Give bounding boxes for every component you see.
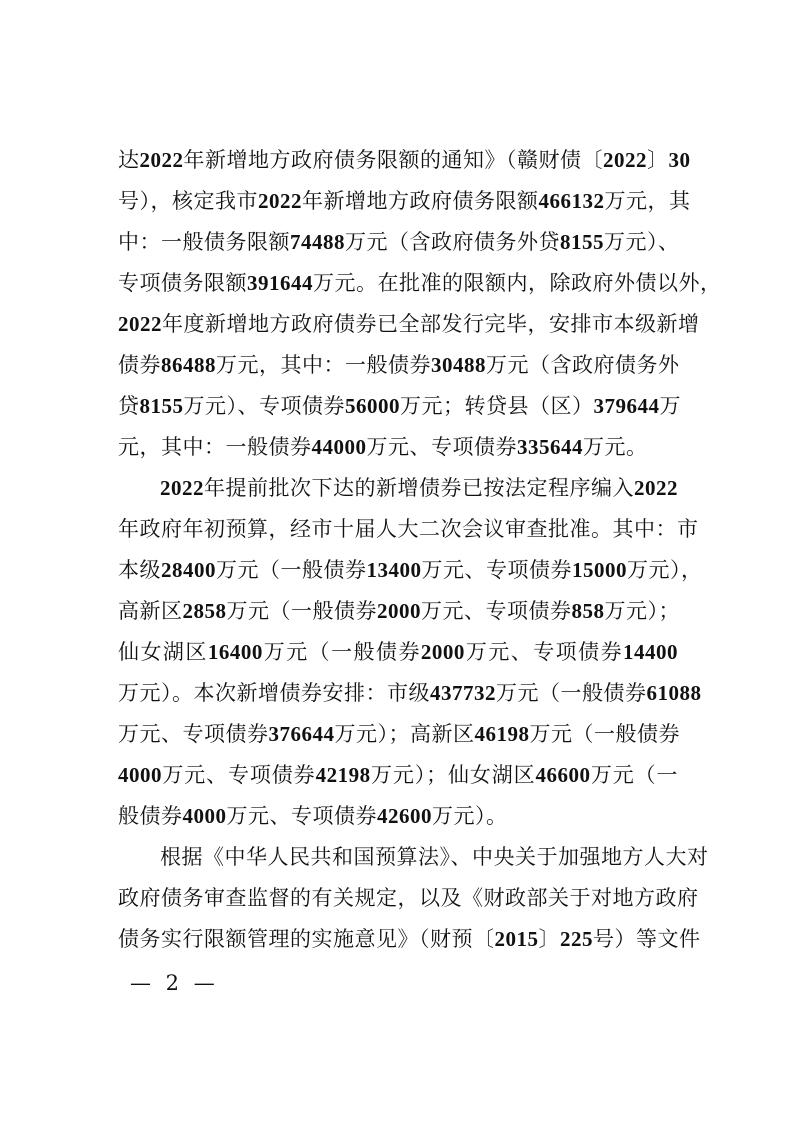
text-line: 2022年提前批次下达的新增债券已按法定程序编入2022 xyxy=(160,476,678,500)
text-line: 年政府年初预算，经市十届人大二次会议审查批准。其中：市 xyxy=(118,517,699,541)
text-line: 般债券4000万元、专项债券42600万元）。 xyxy=(118,804,508,828)
text-line: 贷8155万元）、专项债券56000万元；转贷县（区）379644万 xyxy=(118,394,681,418)
text-line: 仙女湖区16400万元（一般债券2000万元、专项债券14400 xyxy=(118,640,679,664)
text-line: 根据《中华人民共和国预算法》、中央关于加强地方人大对 xyxy=(160,845,709,869)
text-line: 高新区2858万元（一般债券2000万元、专项债券858万元）； xyxy=(118,599,680,623)
text-line: 债务实行限额管理的实施意见》（财预〔2015〕225号）等文件 xyxy=(118,927,701,951)
text-line: 元，其中：一般债券44000万元、专项债券335644万元。 xyxy=(118,435,648,459)
text-line: 中：一般债务限额74488万元（含政府债务外贷8155万元）、 xyxy=(118,230,680,254)
text-line: 2022年度新增地方政府债券已全部发行完毕，安排市本级新增 xyxy=(118,312,700,336)
text-line: 万元、专项债券376644万元）；高新区46198万元（一般债券 xyxy=(118,722,680,746)
text-line: 专项债务限额391644万元。在批准的限额内，除政府外债以外， xyxy=(118,271,722,295)
text-line: 本级28400万元（一般债券13400万元、专项债券15000万元）， xyxy=(118,558,703,582)
text-line: 4000万元、专项债券42198万元）；仙女湖区46600万元（一 xyxy=(118,763,679,787)
text-line: 政府债务审查监督的有关规定，以及《财政部关于对地方政府 xyxy=(118,886,699,910)
text-line: 达2022年新增地方政府债务限额的通知》（赣财债〔2022〕30 xyxy=(118,148,691,172)
text-line: 号），核定我市2022年新增地方政府债务限额466132万元，其 xyxy=(118,189,691,213)
text-line: 万元）。本次新增债券安排：市级437732万元（一般债券61088 xyxy=(118,681,702,705)
page-number: — 2 — xyxy=(130,971,219,995)
text-line: 债券86488万元，其中：一般债券30488万元（含政府债务外 xyxy=(118,353,680,377)
